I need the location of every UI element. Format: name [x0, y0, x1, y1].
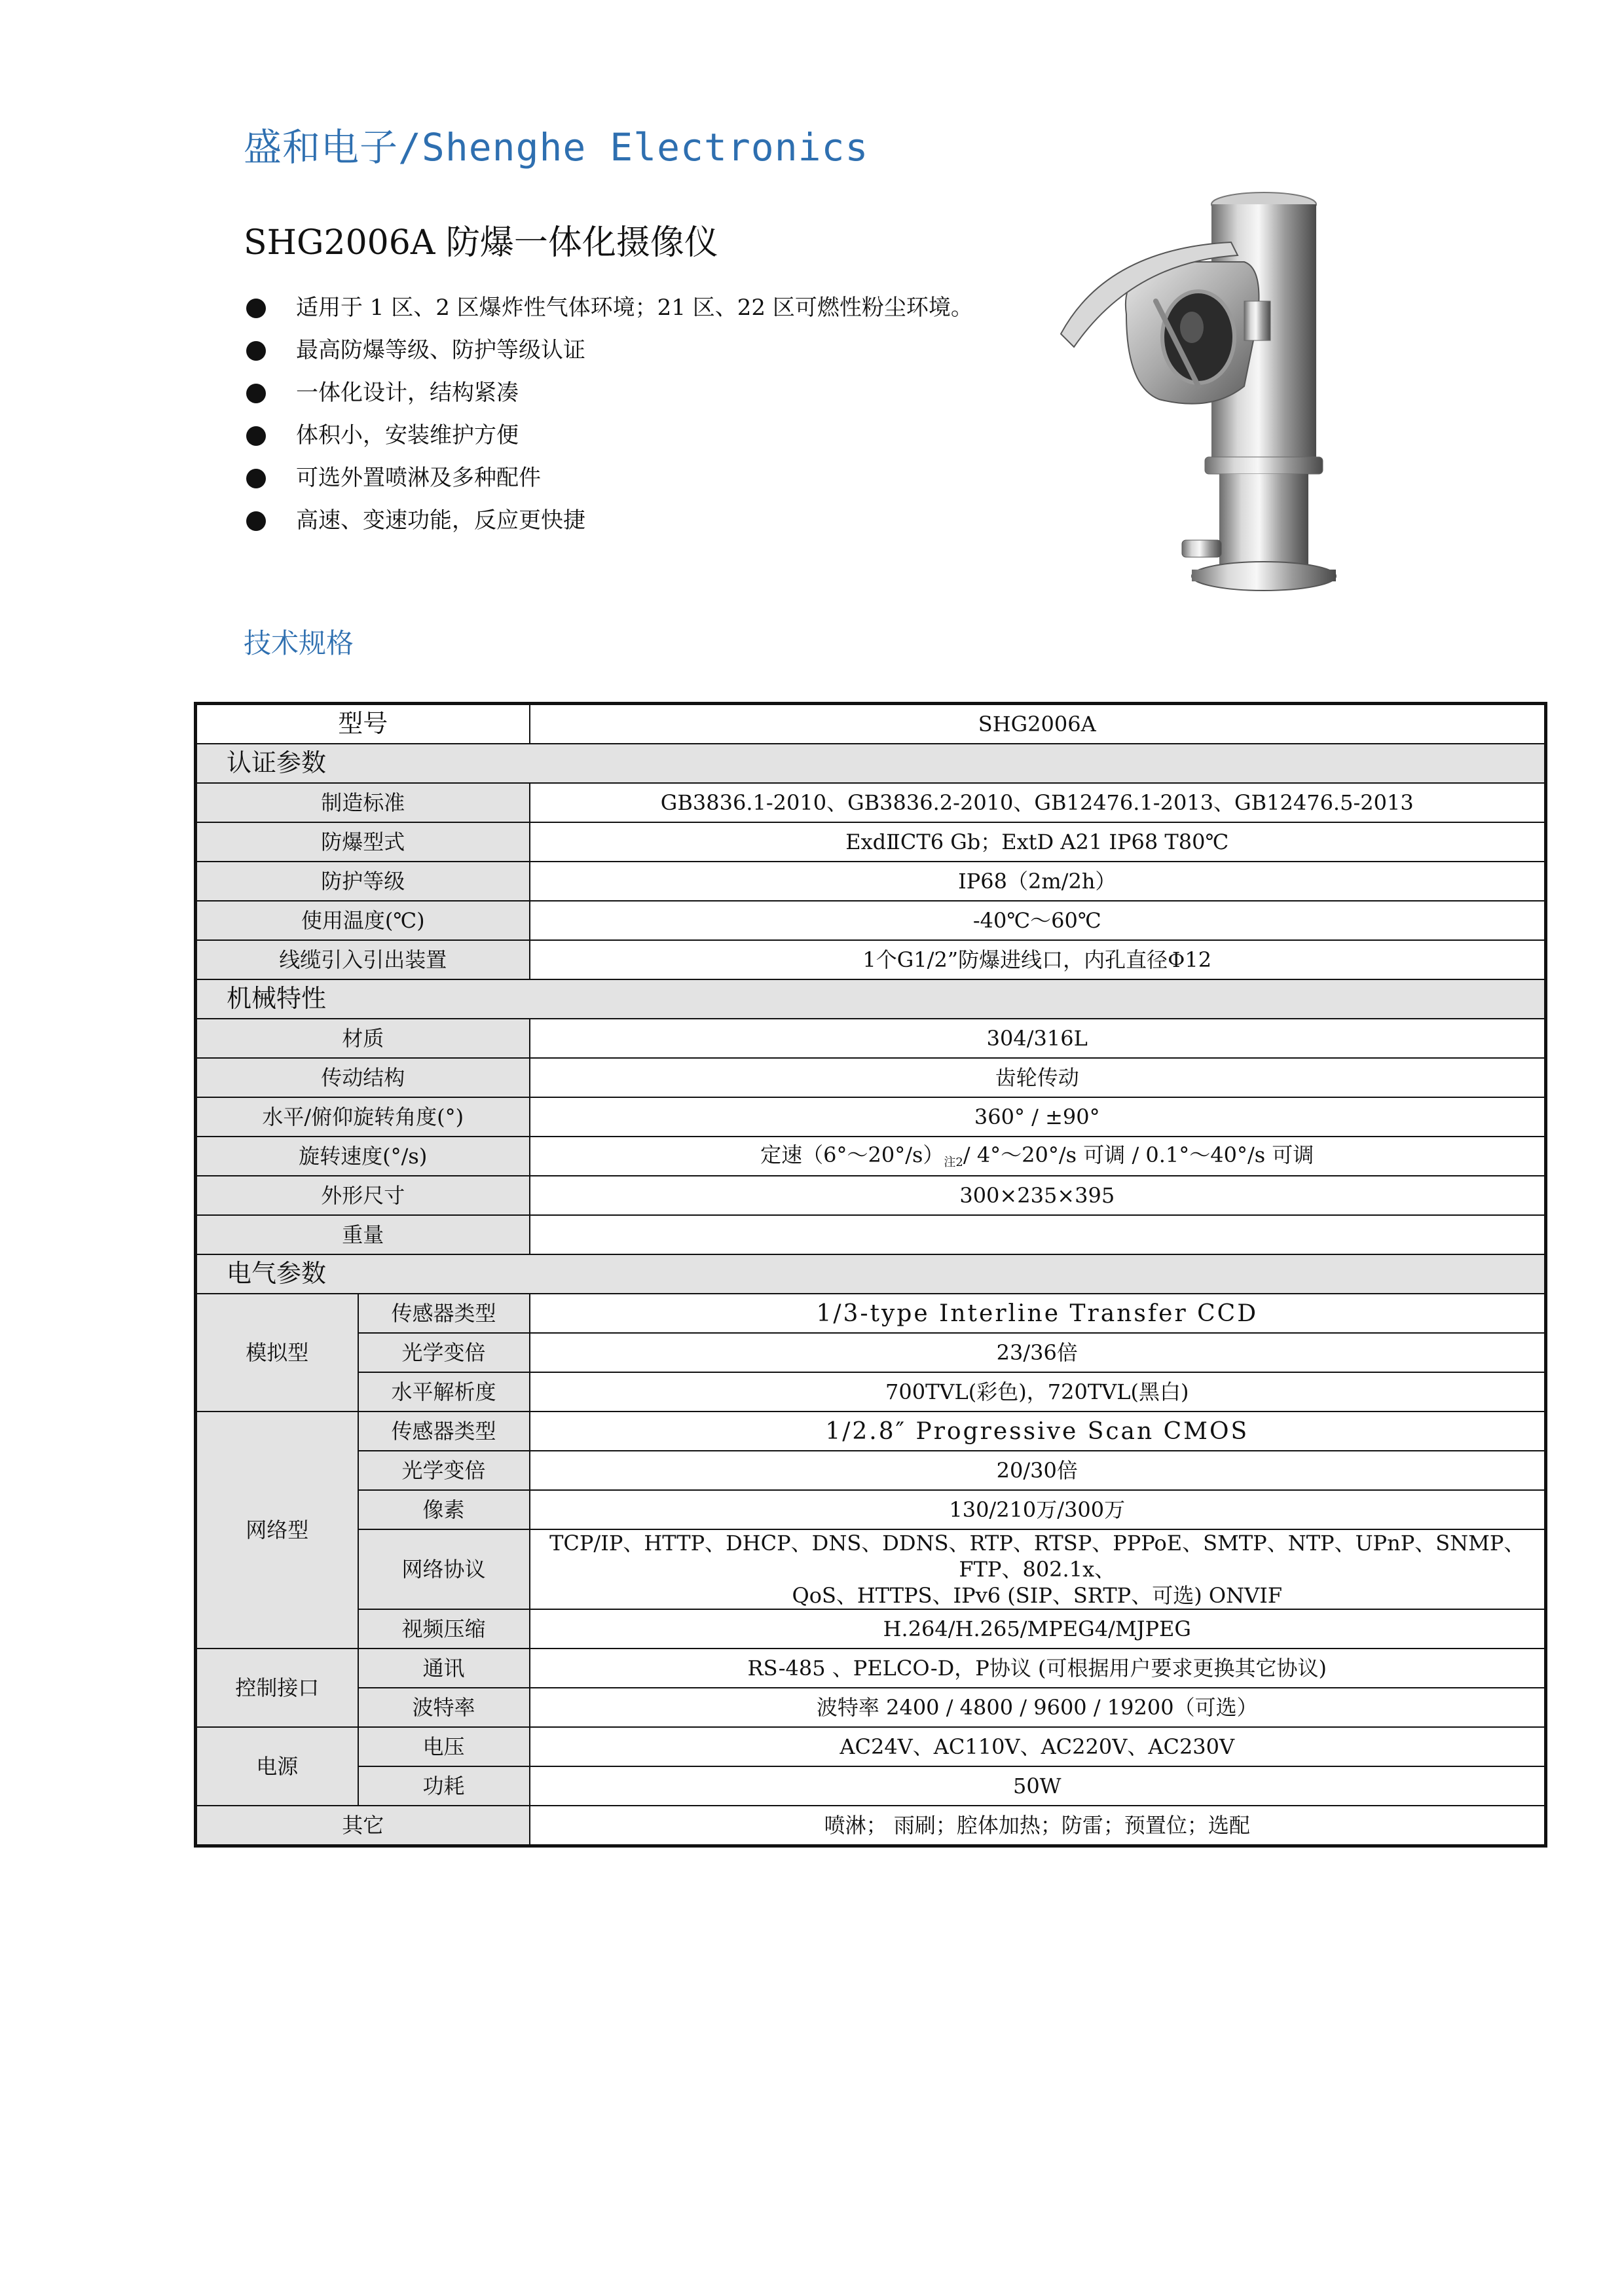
feature-list — [244, 287, 973, 542]
row-label: 制造标准 — [196, 783, 530, 822]
row-label: 光学变倍 — [358, 1451, 530, 1490]
section-mech-title: 机械特性 — [196, 979, 1546, 1019]
table-row — [196, 1609, 1546, 1649]
row-value: TCP/IP、HTTP、DHCP、DNS、DDNS、RTP、RTSP、PPPoE、SMTP、NTP、UPnP、SNMP、FTP、802.1x、 QoS、HTTPS、IPv6 (SIP、SRTP、可选) ONVIF — [530, 1529, 1546, 1609]
group-label-network: 网络型 — [196, 1412, 358, 1649]
row-label: 传感器类型 — [358, 1294, 530, 1333]
feature-item: 一体化设计，结构紧凑 — [244, 372, 973, 414]
row-label: 传感器类型 — [358, 1412, 530, 1451]
row-label: 水平/俯仰旋转角度(°) — [196, 1097, 530, 1137]
table-row — [196, 1294, 1546, 1333]
table-row — [196, 1137, 1546, 1176]
row-label: 功耗 — [358, 1766, 530, 1806]
section-row-cert — [196, 744, 1546, 783]
row-value: 130/210万/300万 — [530, 1490, 1546, 1529]
row-label: 像素 — [358, 1490, 530, 1529]
table-row — [196, 901, 1546, 940]
table-row — [196, 1806, 1546, 1846]
bullet-icon — [246, 299, 266, 318]
row-label: 视频压缩 — [358, 1609, 530, 1649]
feature-item: 可选外置喷淋及多种配件 — [244, 457, 973, 500]
table-row — [196, 1097, 1546, 1137]
row-label: 光学变倍 — [358, 1333, 530, 1372]
group-label-analog: 模拟型 — [196, 1294, 358, 1412]
row-value: 1个G1/2”防爆进线口，内孔直径Φ12 — [530, 940, 1546, 979]
row-value: ExdⅡCT6 Gb；ExtD A21 IP68 T80℃ — [530, 822, 1546, 862]
row-value: 360° / ±90° — [530, 1097, 1546, 1137]
footnote-mark: 注2 — [944, 1156, 963, 1170]
brand-heading: 盛和电子/Shenghe Electronics — [244, 125, 869, 170]
row-label: 材质 — [196, 1019, 530, 1058]
row-label: 外形尺寸 — [196, 1176, 530, 1215]
table-row — [196, 1649, 1546, 1688]
row-label: 电压 — [358, 1727, 530, 1766]
row-value: -40℃～60℃ — [530, 901, 1546, 940]
row-value: 喷淋； 雨刷；腔体加热；防雷；预置位；选配 — [530, 1806, 1546, 1846]
table-row — [196, 1058, 1546, 1097]
table-row — [196, 1333, 1546, 1372]
section-row-mech — [196, 979, 1546, 1019]
table-row — [196, 783, 1546, 822]
row-value: IP68（2m/2h） — [530, 862, 1546, 901]
row-label: 防爆型式 — [196, 822, 530, 862]
table-row — [196, 1529, 1546, 1609]
row-value: 50W — [530, 1766, 1546, 1806]
feature-item: 体积小，安装维护方便 — [244, 414, 973, 457]
row-value: 1/2.8″ Progressive Scan CMOS — [530, 1412, 1546, 1451]
row-value: H.264/H.265/MPEG4/MJPEG — [530, 1609, 1546, 1649]
row-label: 使用温度(℃) — [196, 901, 530, 940]
table-row — [196, 1451, 1546, 1490]
spec-table — [194, 702, 1547, 1848]
bullet-icon — [246, 426, 266, 446]
row-label: 其它 — [196, 1806, 530, 1846]
section-cert-title: 认证参数 — [196, 744, 1546, 783]
row-label: 防护等级 — [196, 862, 530, 901]
table-row — [196, 822, 1546, 862]
feature-item: 适用于 1 区、2 区爆炸性气体环境；21 区、22 区可燃性粉尘环境。 — [244, 287, 973, 329]
table-row — [196, 1019, 1546, 1058]
row-value: RS-485 、PELCO-D，P协议 (可根据用户要求更换其它协议) — [530, 1649, 1546, 1688]
row-value: 304/316L — [530, 1019, 1546, 1058]
table-row — [196, 1372, 1546, 1412]
row-value: 定速（6°～20°/s）注2/ 4°～20°/s 可调 / 0.1°～40°/s 可调 — [530, 1137, 1546, 1176]
table-row — [196, 1766, 1546, 1806]
camera-product-image — [1048, 190, 1382, 615]
row-value: 波特率 2400 / 4800 / 9600 / 19200（可选） — [530, 1688, 1546, 1727]
group-label-control: 控制接口 — [196, 1649, 358, 1727]
row-label: 波特率 — [358, 1688, 530, 1727]
section-title-tech-spec: 技术规格 — [244, 627, 354, 659]
row-value: 23/36倍 — [530, 1333, 1546, 1372]
table-row — [196, 862, 1546, 901]
row-value: AC24V、AC110V、AC220V、AC230V — [530, 1727, 1546, 1766]
section-row-elec — [196, 1254, 1546, 1294]
table-row — [196, 1412, 1546, 1451]
row-value: 700TVL(彩色)，720TVL(黑白) — [530, 1372, 1546, 1412]
table-row — [196, 1490, 1546, 1529]
table-row — [196, 1727, 1546, 1766]
feature-item: 最高防爆等级、防护等级认证 — [244, 329, 973, 372]
bullet-icon — [246, 341, 266, 361]
row-label: 网络协议 — [358, 1529, 530, 1609]
row-value: 齿轮传动 — [530, 1058, 1546, 1097]
bullet-icon — [246, 384, 266, 403]
row-label: 旋转速度(°/s) — [196, 1137, 530, 1176]
row-label: 重量 — [196, 1215, 530, 1254]
table-row — [196, 704, 1546, 744]
section-elec-title: 电气参数 — [196, 1254, 1546, 1294]
bullet-icon — [246, 469, 266, 488]
row-value: 300×235×395 — [530, 1176, 1546, 1215]
table-row — [196, 1688, 1546, 1727]
row-label: 传动结构 — [196, 1058, 530, 1097]
product-title: SHG2006A 防爆一体化摄像仪 — [244, 223, 718, 263]
row-value: GB3836.1-2010、GB3836.2-2010、GB12476.1-2013、GB12476.5-2013 — [530, 783, 1546, 822]
table-row — [196, 1176, 1546, 1215]
model-label: 型号 — [196, 704, 530, 744]
row-value: 1/3-type Interline Transfer CCD — [530, 1294, 1546, 1333]
model-value: SHG2006A — [530, 704, 1546, 744]
row-label: 水平解析度 — [358, 1372, 530, 1412]
row-value: 20/30倍 — [530, 1451, 1546, 1490]
feature-item: 高速、变速功能，反应更快捷 — [244, 500, 973, 542]
table-row — [196, 1215, 1546, 1254]
bullet-icon — [246, 511, 266, 531]
row-label: 线缆引入引出装置 — [196, 940, 530, 979]
table-row — [196, 940, 1546, 979]
row-label: 通讯 — [358, 1649, 530, 1688]
group-label-power: 电源 — [196, 1727, 358, 1806]
row-value — [530, 1215, 1546, 1254]
